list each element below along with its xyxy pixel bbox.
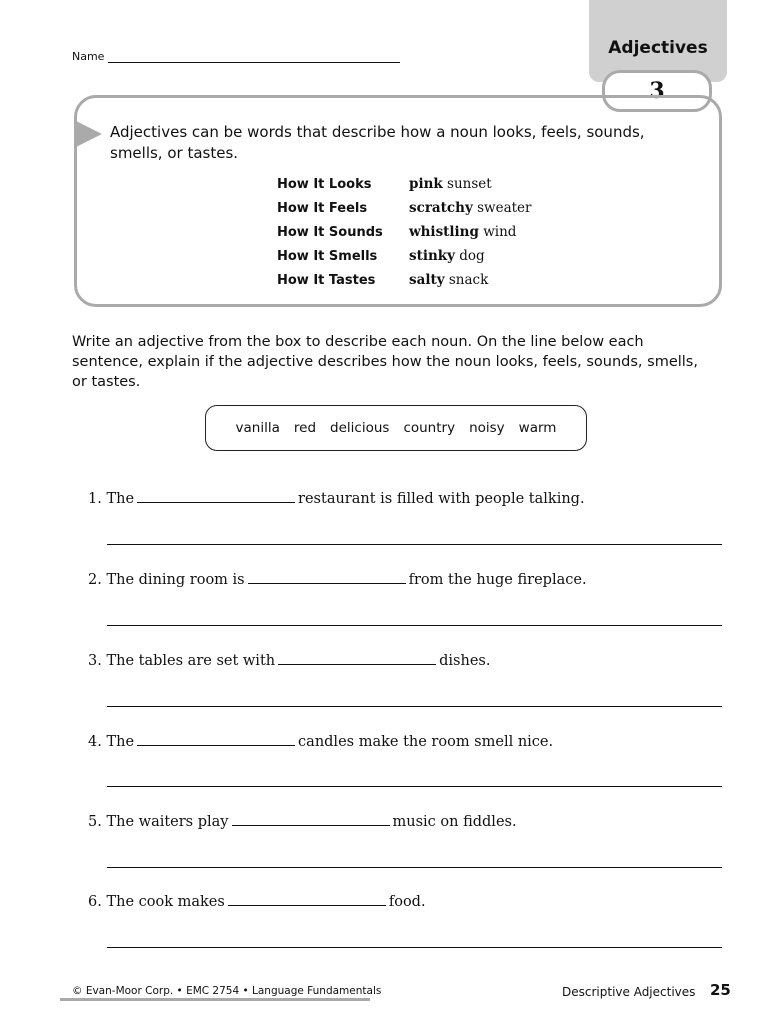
word-box	[205, 405, 587, 451]
example-phrase	[409, 248, 485, 264]
question-number: 5.	[88, 814, 102, 830]
word-option: vanilla	[235, 420, 280, 436]
examples-table	[277, 172, 531, 292]
example-row	[277, 244, 531, 268]
example-adjective: pink	[409, 176, 443, 192]
footer-copyright: © Evan-Moor Corp. • EMC 2754 • Language Fundamentals	[72, 985, 382, 997]
intro-text: Adjectives can be words that describe how a noun looks, feels, sounds, smells, or tastes.	[110, 123, 645, 162]
question-text-before: The cook makes	[106, 894, 225, 910]
answer-blank[interactable]	[278, 650, 436, 665]
question-number: 4.	[88, 734, 102, 750]
explanation-line-2[interactable]	[107, 625, 722, 626]
example-phrase	[409, 272, 488, 288]
word-option: noisy	[469, 420, 505, 436]
name-row	[72, 50, 400, 63]
question-3	[88, 650, 490, 669]
example-noun: wind	[483, 224, 517, 240]
example-row	[277, 268, 531, 292]
example-row	[277, 172, 531, 196]
page-number: 25	[710, 981, 731, 999]
topic-title: Adjectives	[608, 38, 708, 58]
explanation-line-4[interactable]	[107, 786, 722, 787]
explanation-line-5[interactable]	[107, 867, 722, 868]
example-label: How It Feels	[277, 200, 368, 216]
example-label: How It Tastes	[277, 272, 376, 288]
word-option: delicious	[330, 420, 390, 436]
name-line[interactable]	[108, 52, 400, 63]
question-5	[88, 811, 517, 830]
question-2	[88, 569, 587, 588]
example-phrase	[409, 176, 492, 192]
question-text-after: dishes.	[439, 653, 491, 669]
example-adjective: salty	[409, 272, 445, 288]
name-label: Name	[72, 50, 105, 63]
example-noun: dog	[459, 248, 485, 264]
answer-blank[interactable]	[137, 488, 295, 503]
instructions: Write an adjective from the box to describe each noun. On the line below each sentence, explain if the adjective describes how the noun looks, feels, sounds, smells, or tastes.	[72, 334, 698, 390]
example-noun: snack	[448, 272, 489, 288]
question-number: 1.	[88, 491, 102, 507]
footer-divider	[60, 998, 370, 1001]
lesson-number: 3	[602, 70, 712, 112]
example-label: How It Smells	[277, 248, 378, 264]
example-phrase	[409, 200, 531, 216]
question-text-after: from the huge fireplace.	[408, 572, 587, 588]
question-text-after: food.	[388, 894, 426, 910]
question-number: 2.	[88, 572, 102, 588]
word-option: warm	[518, 420, 557, 436]
word-option: red	[293, 420, 317, 436]
question-6	[88, 891, 426, 910]
example-noun: sunset	[447, 176, 492, 192]
explanation-line-1[interactable]	[107, 544, 722, 545]
example-noun: sweater	[477, 200, 532, 216]
example-label: How It Sounds	[277, 224, 383, 240]
question-1	[88, 488, 585, 507]
question-text-before: The	[106, 734, 135, 750]
question-number: 3.	[88, 653, 102, 669]
example-adjective: scratchy	[409, 200, 473, 216]
question-text-after: restaurant is filled with people talking.	[298, 491, 585, 507]
answer-blank[interactable]	[228, 891, 386, 906]
word-option: country	[403, 420, 456, 436]
example-row	[277, 220, 531, 244]
question-number: 6.	[88, 894, 102, 910]
answer-blank[interactable]	[232, 811, 390, 826]
example-label: How It Looks	[277, 176, 372, 192]
question-text-before: The tables are set with	[106, 653, 276, 669]
question-text-before: The	[106, 491, 135, 507]
explanation-line-6[interactable]	[107, 947, 722, 948]
question-4	[88, 731, 553, 750]
example-phrase	[409, 224, 516, 240]
example-row	[277, 196, 531, 220]
question-text-before: The dining room is	[106, 572, 245, 588]
footer-topic: Descriptive Adjectives	[562, 985, 696, 999]
question-text-before: The waiters play	[106, 814, 229, 830]
example-adjective: whistling	[409, 224, 479, 240]
example-adjective: stinky	[409, 248, 455, 264]
arrow-icon	[74, 120, 102, 148]
answer-blank[interactable]	[137, 731, 295, 746]
answer-blank[interactable]	[248, 569, 406, 584]
question-text-after: music on fiddles.	[392, 814, 517, 830]
question-text-after: candles make the room smell nice.	[298, 734, 554, 750]
explanation-line-3[interactable]	[107, 706, 722, 707]
